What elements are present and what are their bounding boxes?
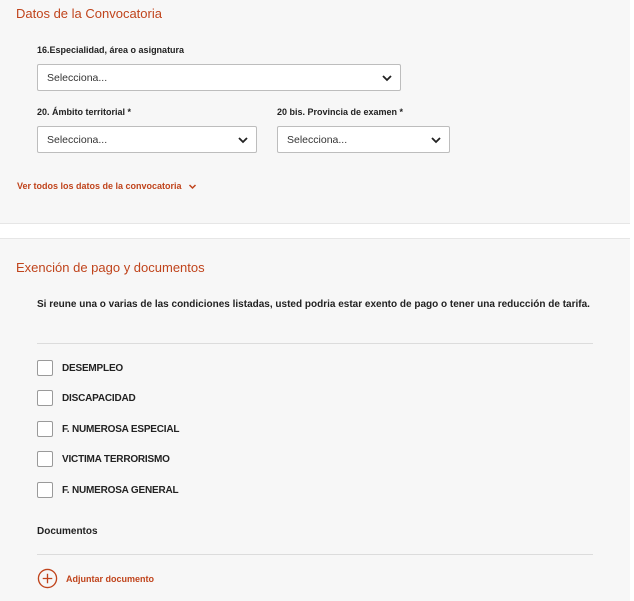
checkbox[interactable] — [37, 421, 53, 437]
convocatoria-section — [0, 0, 630, 224]
exencion-intro: Si reune una o varias de las condiciones listadas, usted podria estar exento de pago o tener una reducción de tarifa. — [37, 299, 590, 310]
option-numerosa-especial[interactable] — [37, 420, 179, 438]
especialidad-select-value: Selecciona... — [47, 71, 108, 84]
checkbox[interactable] — [37, 390, 53, 406]
option-label: VICTIMA TERRORISMO — [62, 453, 170, 465]
ver-todos-label: Ver todos los datos de la convocatoria — [17, 181, 182, 191]
ambito-label: 20. Ámbito territorial * — [37, 107, 132, 117]
option-numerosa-general[interactable] — [37, 481, 178, 499]
option-label: DISCAPACIDAD — [62, 392, 136, 404]
chevron-down-icon — [430, 134, 442, 146]
checkbox[interactable] — [37, 482, 53, 498]
ambito-select[interactable] — [37, 126, 257, 153]
section-title-exencion: Exención de pago y documentos — [16, 260, 205, 275]
option-label: F. NUMEROSA GENERAL — [62, 484, 179, 496]
checkbox[interactable] — [37, 360, 53, 376]
option-label: DESEMPLEO — [62, 362, 123, 374]
adjuntar-documento-button[interactable] — [37, 568, 154, 589]
especialidad-label: 16.Especialidad, área o asignatura — [37, 45, 185, 55]
adjuntar-label: Adjuntar documento — [66, 573, 154, 584]
ver-todos-link[interactable] — [17, 181, 197, 191]
ambito-select-value: Selecciona... — [47, 133, 108, 146]
section-title-convocatoria: Datos de la Convocatoria — [16, 6, 162, 21]
option-label: F. NUMEROSA ESPECIAL — [62, 423, 180, 435]
option-victima-terrorismo[interactable] — [37, 450, 170, 468]
chevron-down-icon — [188, 182, 197, 191]
provincia-select-value: Selecciona... — [287, 133, 348, 146]
provincia-select[interactable] — [277, 126, 450, 153]
plus-circle-icon — [37, 568, 58, 589]
option-discapacidad[interactable] — [37, 389, 136, 407]
chevron-down-icon — [381, 72, 393, 84]
documentos-title: Documentos — [37, 526, 98, 537]
especialidad-select[interactable] — [37, 64, 401, 91]
chevron-down-icon — [237, 134, 249, 146]
option-desempleo[interactable] — [37, 359, 123, 377]
divider — [37, 343, 593, 344]
provincia-label: 20 bis. Provincia de examen * — [277, 107, 404, 117]
divider — [37, 554, 593, 555]
checkbox[interactable] — [37, 451, 53, 467]
